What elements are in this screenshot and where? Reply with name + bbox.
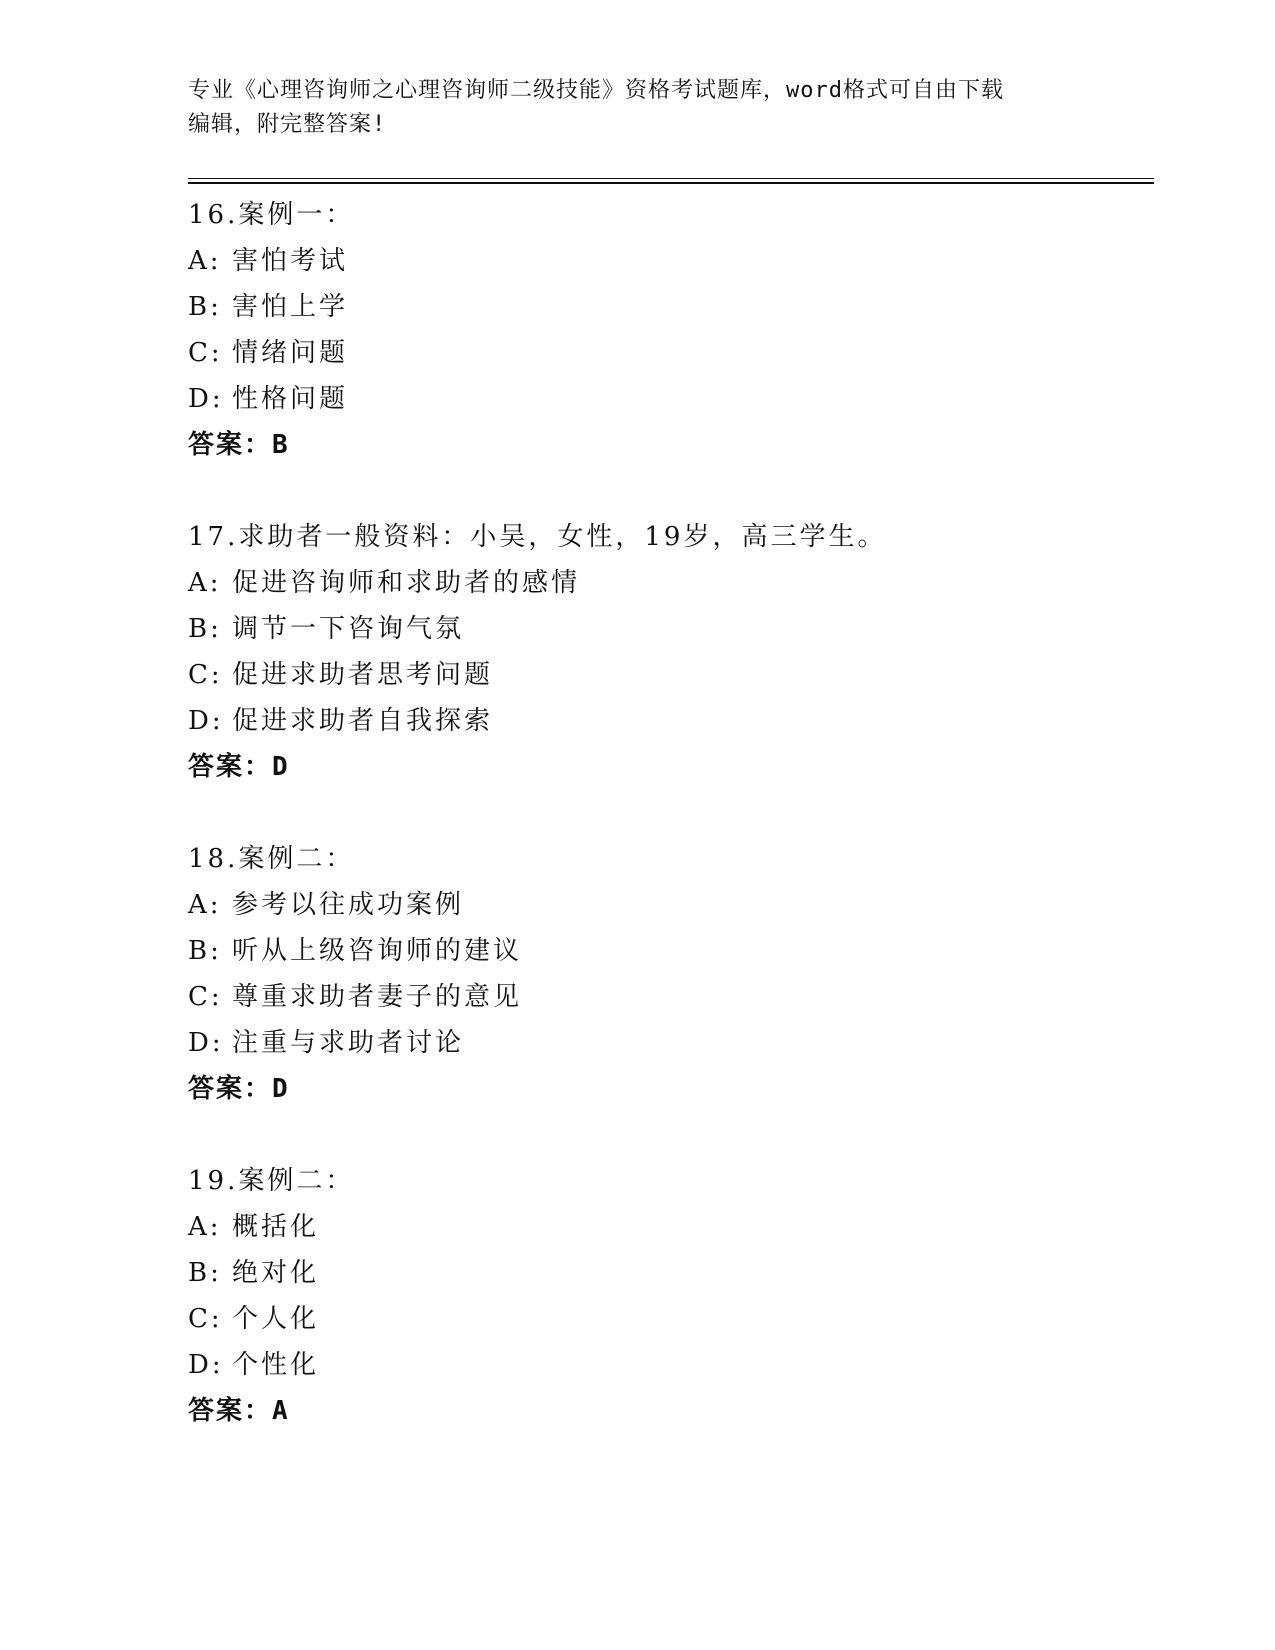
option-letter: D: <box>188 706 224 736</box>
option-c <box>188 1296 1168 1342</box>
question-text: 案例二： <box>238 1166 355 1196</box>
option-letter: C: <box>188 660 223 690</box>
option-a <box>188 882 1168 928</box>
answer-value: D <box>272 752 291 782</box>
document-header <box>188 74 1088 142</box>
header-divider-thin <box>188 178 1154 179</box>
answer-line <box>188 422 1168 468</box>
option-letter: D: <box>188 384 224 414</box>
option-letter: D: <box>188 1350 224 1380</box>
option-letter: C: <box>188 1304 223 1334</box>
option-c <box>188 330 1168 376</box>
option-letter: B: <box>188 1258 222 1288</box>
question-stem <box>188 192 1168 238</box>
option-text: 绝对化 <box>232 1258 320 1288</box>
answer-value: D <box>272 1074 291 1104</box>
answer-label: 答案： <box>188 1074 273 1104</box>
answer-value: B <box>272 430 291 460</box>
question-17 <box>188 514 1168 790</box>
question-text: 求助者一般资料：小吴，女性，19岁，高三学生。 <box>238 522 887 552</box>
answer-value: A <box>272 1396 291 1426</box>
option-text: 概括化 <box>232 1212 320 1242</box>
question-stem <box>188 836 1168 882</box>
option-a <box>188 1204 1168 1250</box>
question-number: 17. <box>188 522 239 552</box>
option-text: 促进咨询师和求助者的感情 <box>232 568 581 598</box>
option-text: 害怕上学 <box>232 292 349 322</box>
option-letter: A: <box>188 568 222 598</box>
question-stem <box>188 514 1168 560</box>
question-16 <box>188 192 1168 468</box>
question-number: 19. <box>188 1166 239 1196</box>
option-letter: B: <box>188 936 222 966</box>
option-letter: B: <box>188 292 222 322</box>
answer-label: 答案： <box>188 430 273 460</box>
option-text: 注重与求助者讨论 <box>232 1028 465 1058</box>
answer-label: 答案： <box>188 752 273 782</box>
option-text: 调节一下咨询气氛 <box>232 614 465 644</box>
question-number: 16. <box>188 200 239 230</box>
header-divider-thick <box>188 182 1154 184</box>
option-text: 尊重求助者妻子的意见 <box>232 982 523 1012</box>
option-letter: C: <box>188 338 223 368</box>
question-18 <box>188 836 1168 1112</box>
question-text: 案例二： <box>238 844 355 874</box>
option-text: 促进求助者自我探索 <box>232 706 494 736</box>
option-text: 参考以往成功案例 <box>232 890 465 920</box>
option-text: 个性化 <box>232 1350 320 1380</box>
option-text: 听从上级咨询师的建议 <box>232 936 523 966</box>
answer-line <box>188 1388 1168 1434</box>
question-text: 案例一： <box>238 200 355 230</box>
option-b <box>188 1250 1168 1296</box>
option-text: 性格问题 <box>232 384 349 414</box>
question-list <box>188 192 1168 1480</box>
option-b <box>188 606 1168 652</box>
option-letter: B: <box>188 614 222 644</box>
option-c <box>188 652 1168 698</box>
option-a <box>188 560 1168 606</box>
answer-line <box>188 744 1168 790</box>
question-stem <box>188 1158 1168 1204</box>
question-number: 18. <box>188 844 239 874</box>
question-19 <box>188 1158 1168 1434</box>
option-d <box>188 376 1168 422</box>
option-text: 促进求助者思考问题 <box>232 660 494 690</box>
option-b <box>188 928 1168 974</box>
option-text: 害怕考试 <box>232 246 349 276</box>
option-d <box>188 1020 1168 1066</box>
option-letter: D: <box>188 1028 224 1058</box>
option-b <box>188 284 1168 330</box>
option-text: 个人化 <box>232 1304 320 1334</box>
option-a <box>188 238 1168 284</box>
option-letter: C: <box>188 982 223 1012</box>
option-text: 情绪问题 <box>232 338 349 368</box>
answer-label: 答案： <box>188 1396 273 1426</box>
option-c <box>188 974 1168 1020</box>
header-line-1: 专业《心理咨询师之心理咨询师二级技能》资格考试题库，word格式可自由下载 <box>188 78 1004 103</box>
option-d <box>188 1342 1168 1388</box>
header-line-2: 编辑，附完整答案! <box>188 112 387 137</box>
option-d <box>188 698 1168 744</box>
option-letter: A: <box>188 246 222 276</box>
answer-line <box>188 1066 1168 1112</box>
option-letter: A: <box>188 1212 222 1242</box>
option-letter: A: <box>188 890 222 920</box>
